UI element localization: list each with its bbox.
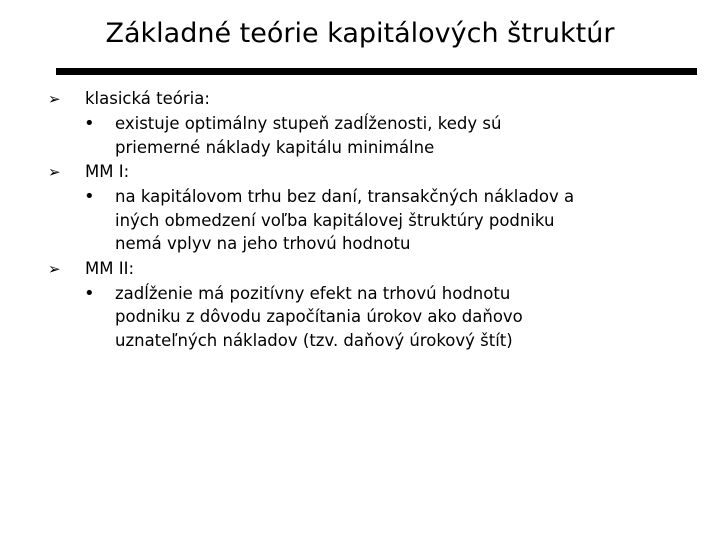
- bullet-label: MM I:: [85, 162, 130, 181]
- sub-bullet-line: uznateľných nákladov (tzv. daňový úrokový štít): [115, 330, 513, 350]
- sub-bullet-line: podniku z dôvodu započítania úrokov ako daňovo: [115, 307, 523, 326]
- bullet-item-mm-1: [0, 159, 720, 185]
- sub-bullet-line: zadĺženie má pozitívny efekt na trhovú hodnotu: [115, 283, 511, 303]
- slide-title: Základné teórie kapitálových štruktúr: [105, 18, 615, 49]
- sub-bullet-item: [0, 282, 720, 353]
- dot-bullet-icon: •: [84, 282, 95, 304]
- sub-bullet-line: na kapitálovom trhu bez daní, transakčných nákladov a: [115, 187, 575, 206]
- bullet-list: [0, 86, 720, 352]
- arrow-bullet-icon: ➢: [48, 163, 61, 181]
- bullet-item-mm-2: [0, 256, 720, 282]
- bullet-label: klasická teória:: [85, 89, 210, 108]
- arrow-bullet-icon: ➢: [48, 259, 61, 278]
- sub-bullet-line: existuje optimálny stupeň zadĺženosti, kedy sú: [115, 114, 502, 133]
- bullet-item-classical-theory: [0, 86, 720, 112]
- sub-bullet-line: priemerné náklady kapitálu minimálne: [115, 137, 435, 157]
- sub-bullet-line: nemá vplyv na jeho trhovú hodnotu: [115, 234, 411, 253]
- sub-bullet-item: [0, 112, 720, 159]
- arrow-bullet-icon: ➢: [48, 90, 61, 108]
- dot-bullet-icon: •: [84, 113, 95, 134]
- sub-bullet-line: iných obmedzení voľba kapitálovej štruktúry podniku: [115, 210, 555, 230]
- title-underline: [56, 68, 697, 75]
- dot-bullet-icon: •: [84, 186, 95, 207]
- bullet-label: MM II:: [85, 258, 135, 278]
- sub-bullet-item: [0, 185, 720, 256]
